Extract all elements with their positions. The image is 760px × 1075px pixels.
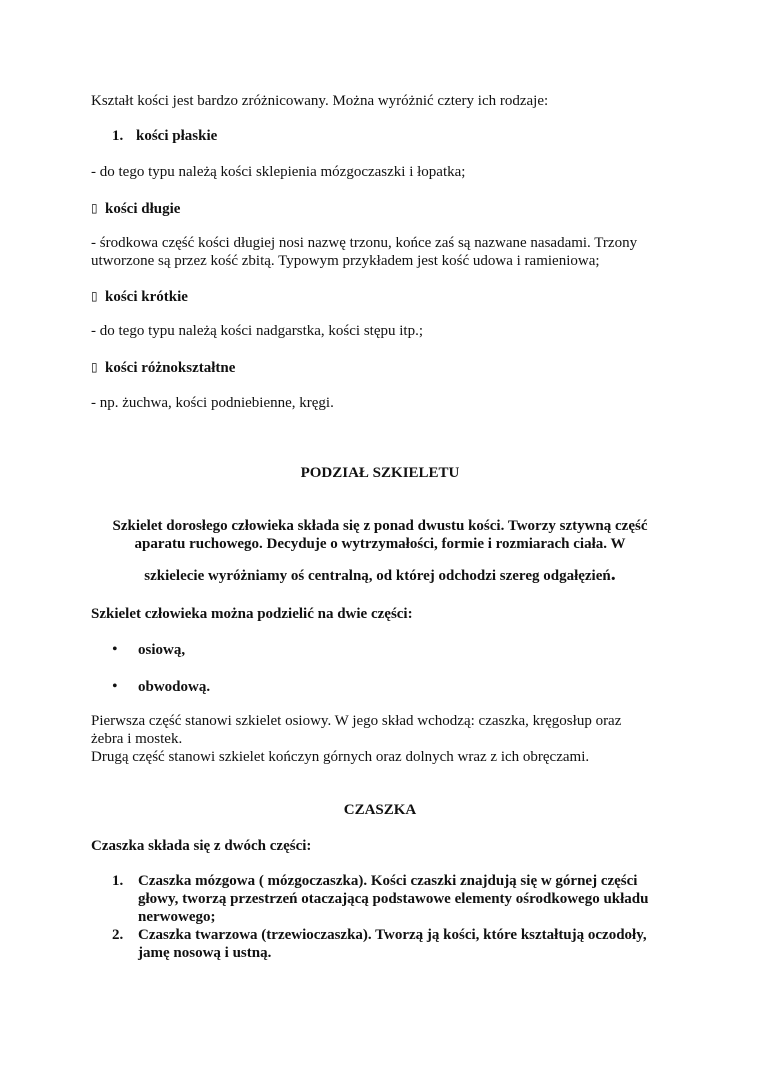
- skeleton-para-line1: Szkielet dorosłego człowieka składa się z ponad dwustu kości. Tworzy sztywną część: [112, 518, 648, 534]
- type-short-title: kości krótkie: [105, 289, 188, 305]
- bullet-axial: osiową,: [138, 642, 186, 658]
- type-long-heading: [91, 199, 180, 218]
- type-irregular-title: kości różnokształtne: [105, 360, 236, 376]
- section-heading-skeleton: PODZIAŁ SZKIELETU: [300, 465, 460, 481]
- missing-glyph-icon: ▯: [91, 201, 98, 215]
- type-long-desc-line2: utworzone są przez kość zbitą. Typowym przykładem jest kość udowa i ramieniowa;: [91, 253, 600, 269]
- type-flat-title: kości płaskie: [136, 128, 218, 144]
- section-heading-skull: CZASZKA: [343, 802, 417, 818]
- skeleton-para-line3-text: szkielecie wyróżniamy oś centralną, od której odchodzi szereg odgałęzień: [144, 568, 611, 584]
- missing-glyph-icon: ▯: [91, 360, 98, 374]
- type-long-desc-line1: - środkowa część kości długiej nosi nazwę trzonu, końce zaś są nazwane nasadami. Trzony: [91, 235, 638, 251]
- bullet-icon: •: [112, 641, 118, 658]
- type-short-heading: [91, 287, 188, 306]
- type-flat-heading: [112, 127, 217, 145]
- type-flat-number: 1.: [112, 128, 124, 144]
- skull-item-2-number: 2.: [112, 927, 124, 943]
- type-irregular-desc: - np. żuchwa, kości podniebienne, kręgi.: [91, 395, 334, 411]
- skeleton-para-line2: aparatu ruchowego. Decyduje o wytrzymałości, formie i rozmiarach ciała. W: [134, 536, 626, 552]
- skeleton-para-line3: [0, 563, 760, 585]
- skeleton-text-line3: Drugą część stanowi szkielet kończyn górnych oraz dolnych wraz z ich obręczami.: [91, 749, 590, 765]
- type-long-title: kości długie: [105, 201, 181, 217]
- division-intro: Szkielet człowieka można podzielić na dwie części:: [91, 606, 413, 622]
- skeleton-text-line1: Pierwsza część stanowi szkielet osiowy. W jego skład wchodzą: czaszka, kręgosłup oraz: [91, 713, 622, 729]
- bullet-icon: •: [112, 678, 118, 695]
- type-flat-desc: - do tego typu należą kości sklepienia mózgoczaszki i łopatka;: [91, 164, 466, 180]
- skull-item-1-text: Czaszka mózgowa ( mózgoczaszka). Kości czaszki znajdują się w górnej części głowy, tworzą przestrzeń otaczającą podstawowe elementy ośrodkowego układu nerwowego;: [138, 873, 649, 925]
- missing-glyph-icon: ▯: [91, 289, 98, 303]
- type-short-desc: - do tego typu należą kości nadgarstka, kości stępu itp.;: [91, 323, 423, 339]
- skull-item-2-text: Czaszka twarzowa (trzewioczaszka). Tworzą ją kości, które kształtują oczodoły, jamę nosową i ustną.: [138, 927, 647, 961]
- type-irregular-heading: [91, 358, 235, 377]
- intro-text: Kształt kości jest bardzo zróżnicowany. Można wyróżnić cztery ich rodzaje:: [91, 93, 549, 109]
- skeleton-para-end: .: [610, 563, 616, 585]
- skull-item-1-number: 1.: [112, 873, 124, 889]
- skeleton-text-line2: żebra i mostek.: [91, 731, 183, 747]
- bullet-peripheral: obwodową.: [138, 679, 211, 695]
- skull-intro: Czaszka składa się z dwóch części:: [91, 838, 312, 854]
